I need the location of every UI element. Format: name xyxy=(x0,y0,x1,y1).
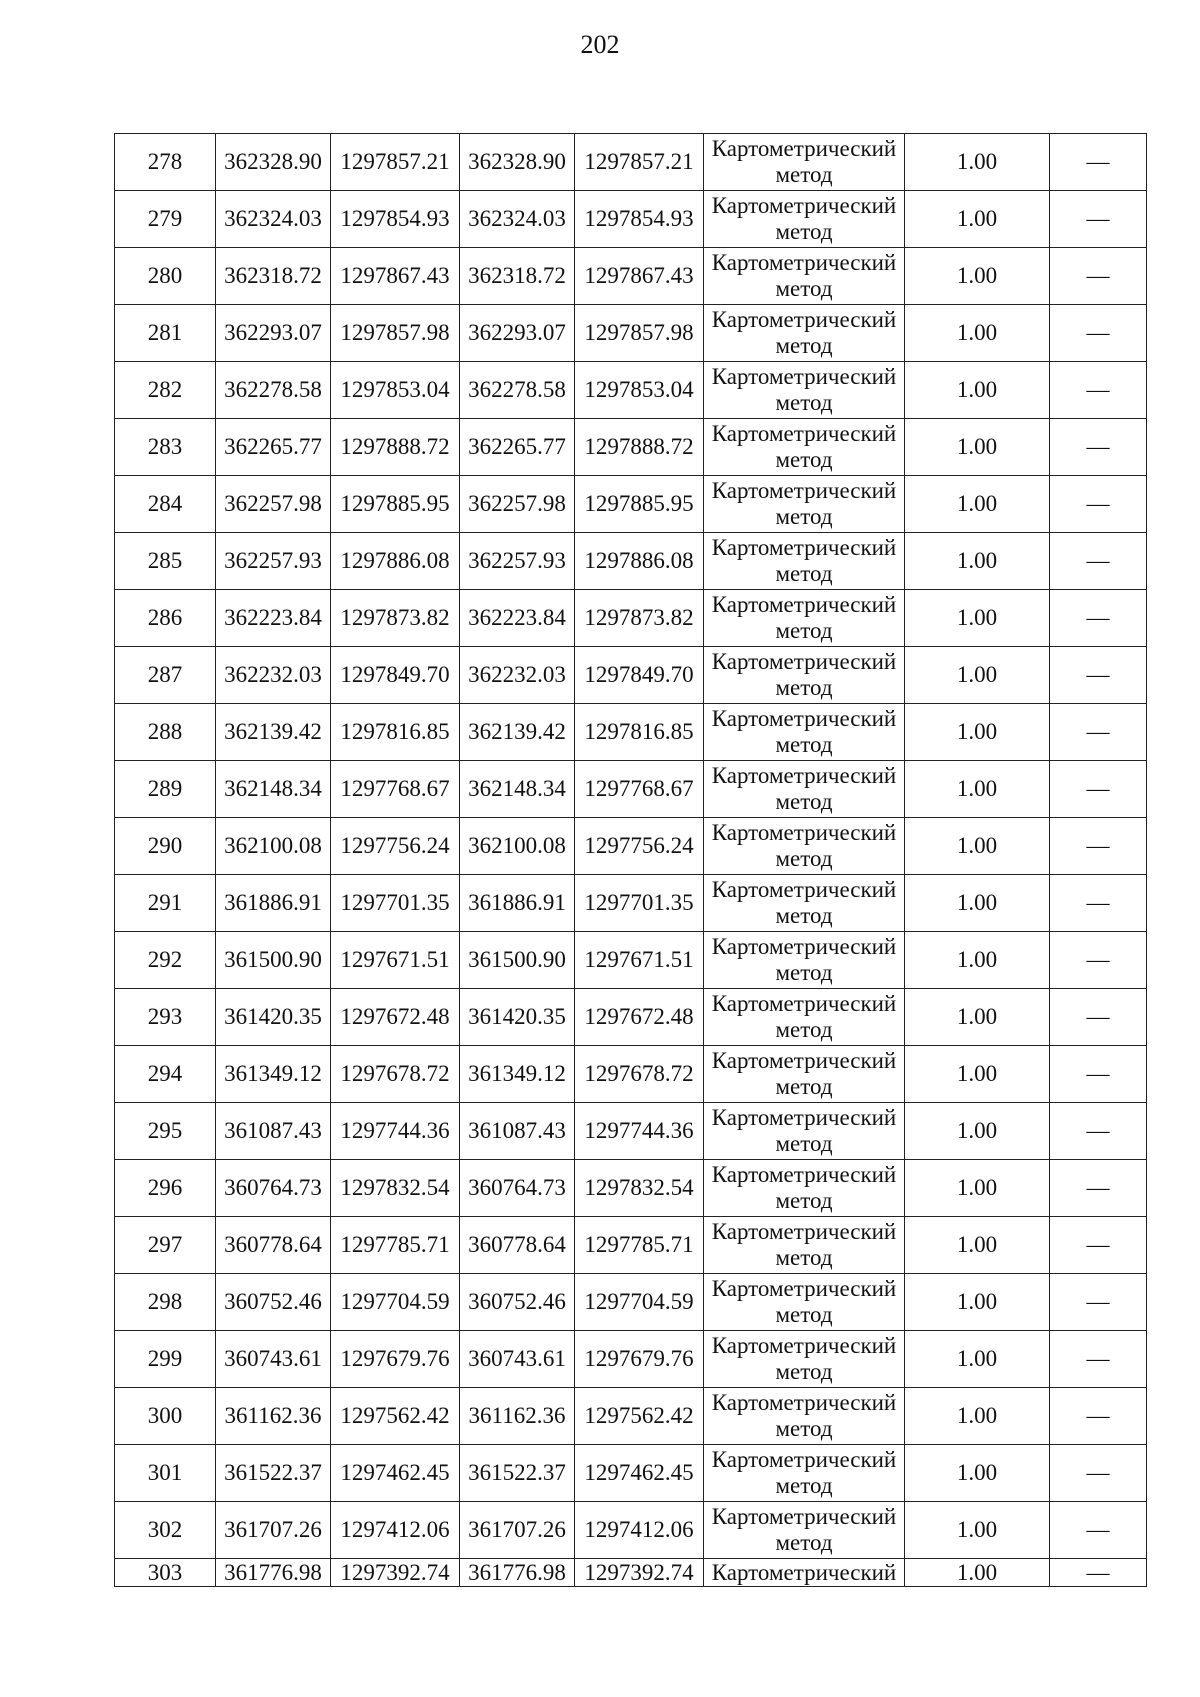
table-row xyxy=(115,1559,1147,1587)
method-line-1: Картометрический xyxy=(711,877,897,902)
y-coordinate-cell: 1297853.04 xyxy=(331,362,460,419)
y-coordinate-cell: 1297832.54 xyxy=(331,1160,460,1217)
method-line-1: Картометрический xyxy=(711,763,897,788)
table-row xyxy=(115,419,1147,476)
x-coordinate-cell: 360764.73 xyxy=(216,1160,331,1217)
x-coordinate-2-cell: 361500.90 xyxy=(460,932,575,989)
method-cell xyxy=(704,1502,905,1559)
accuracy-cell: 1.00 xyxy=(905,533,1050,590)
point-number-cell: 296 xyxy=(115,1160,216,1217)
method-line-2: метод xyxy=(775,504,833,529)
method-line-1: Картометрический xyxy=(711,1504,897,1529)
description-cell: — xyxy=(1050,1274,1147,1331)
method-cell xyxy=(704,989,905,1046)
point-number-cell: 301 xyxy=(115,1445,216,1502)
point-number-cell: 286 xyxy=(115,590,216,647)
method-line-1: Картометрический xyxy=(711,478,897,503)
accuracy-cell: 1.00 xyxy=(905,1388,1050,1445)
x-coordinate-2-cell: 362265.77 xyxy=(460,419,575,476)
accuracy-cell: 1.00 xyxy=(905,191,1050,248)
description-cell: — xyxy=(1050,761,1147,818)
x-coordinate-cell: 361776.98 xyxy=(216,1559,331,1587)
point-number-cell: 297 xyxy=(115,1217,216,1274)
method-line-1: Картометрический xyxy=(711,1276,897,1301)
point-number-cell: 288 xyxy=(115,704,216,761)
y-coordinate-cell: 1297873.82 xyxy=(331,590,460,647)
x-coordinate-cell: 361420.35 xyxy=(216,989,331,1046)
accuracy-cell: 1.00 xyxy=(905,1160,1050,1217)
table-row xyxy=(115,875,1147,932)
y-coordinate-2-cell: 1297671.51 xyxy=(575,932,704,989)
y-coordinate-2-cell: 1297849.70 xyxy=(575,647,704,704)
point-number-cell: 279 xyxy=(115,191,216,248)
description-cell: — xyxy=(1050,704,1147,761)
method-cell xyxy=(704,932,905,989)
y-coordinate-2-cell: 1297785.71 xyxy=(575,1217,704,1274)
point-number-cell: 280 xyxy=(115,248,216,305)
description-cell: — xyxy=(1050,134,1147,191)
y-coordinate-2-cell: 1297853.04 xyxy=(575,362,704,419)
point-number-cell: 283 xyxy=(115,419,216,476)
y-coordinate-cell: 1297857.98 xyxy=(331,305,460,362)
x-coordinate-cell: 362223.84 xyxy=(216,590,331,647)
x-coordinate-2-cell: 360743.61 xyxy=(460,1331,575,1388)
y-coordinate-cell: 1297562.42 xyxy=(331,1388,460,1445)
description-cell: — xyxy=(1050,1559,1147,1587)
x-coordinate-2-cell: 362328.90 xyxy=(460,134,575,191)
x-coordinate-2-cell: 362232.03 xyxy=(460,647,575,704)
method-cell xyxy=(704,533,905,590)
y-coordinate-2-cell: 1297678.72 xyxy=(575,1046,704,1103)
x-coordinate-cell: 362293.07 xyxy=(216,305,331,362)
point-number-cell: 284 xyxy=(115,476,216,533)
method-line-1: Картометрический xyxy=(711,535,897,560)
x-coordinate-2-cell: 362318.72 xyxy=(460,248,575,305)
table-row xyxy=(115,1445,1147,1502)
y-coordinate-cell: 1297671.51 xyxy=(331,932,460,989)
method-cell xyxy=(704,1274,905,1331)
description-cell: — xyxy=(1050,1388,1147,1445)
method-line-2: метод xyxy=(775,618,833,643)
description-cell: — xyxy=(1050,932,1147,989)
table-row xyxy=(115,1331,1147,1388)
method-line-1: Картометрический xyxy=(711,934,897,959)
accuracy-cell: 1.00 xyxy=(905,1559,1050,1587)
y-coordinate-2-cell: 1297462.45 xyxy=(575,1445,704,1502)
y-coordinate-cell: 1297885.95 xyxy=(331,476,460,533)
y-coordinate-2-cell: 1297672.48 xyxy=(575,989,704,1046)
method-cell xyxy=(704,590,905,647)
x-coordinate-2-cell: 362324.03 xyxy=(460,191,575,248)
method-line-2: метод xyxy=(775,789,833,814)
accuracy-cell: 1.00 xyxy=(905,1502,1050,1559)
x-coordinate-cell: 361522.37 xyxy=(216,1445,331,1502)
method-line-1: Картометрический xyxy=(711,1447,897,1472)
y-coordinate-2-cell: 1297562.42 xyxy=(575,1388,704,1445)
x-coordinate-2-cell: 361349.12 xyxy=(460,1046,575,1103)
x-coordinate-cell: 362232.03 xyxy=(216,647,331,704)
accuracy-cell: 1.00 xyxy=(905,248,1050,305)
table-row xyxy=(115,533,1147,590)
point-number-cell: 303 xyxy=(115,1559,216,1587)
method-line-2: метод xyxy=(775,1245,833,1270)
method-cell xyxy=(704,1445,905,1502)
method-line-1: Картометрический xyxy=(711,991,897,1016)
method-line-1: Картометрический xyxy=(711,649,897,674)
point-number-cell: 300 xyxy=(115,1388,216,1445)
method-line-2: метод xyxy=(775,1473,833,1498)
description-cell: — xyxy=(1050,476,1147,533)
point-number-cell: 291 xyxy=(115,875,216,932)
accuracy-cell: 1.00 xyxy=(905,590,1050,647)
x-coordinate-cell: 362139.42 xyxy=(216,704,331,761)
table-row xyxy=(115,1502,1147,1559)
method-cell xyxy=(704,191,905,248)
y-coordinate-2-cell: 1297886.08 xyxy=(575,533,704,590)
description-cell: — xyxy=(1050,305,1147,362)
table-row xyxy=(115,1274,1147,1331)
point-number-cell: 293 xyxy=(115,989,216,1046)
x-coordinate-2-cell: 362223.84 xyxy=(460,590,575,647)
accuracy-cell: 1.00 xyxy=(905,1445,1050,1502)
method-cell xyxy=(704,1331,905,1388)
table-row xyxy=(115,362,1147,419)
y-coordinate-cell: 1297678.72 xyxy=(331,1046,460,1103)
x-coordinate-cell: 360743.61 xyxy=(216,1331,331,1388)
method-cell xyxy=(704,1388,905,1445)
method-cell xyxy=(704,818,905,875)
y-coordinate-cell: 1297886.08 xyxy=(331,533,460,590)
table-row xyxy=(115,1388,1147,1445)
accuracy-cell: 1.00 xyxy=(905,989,1050,1046)
method-line-1: Картометрический xyxy=(711,706,897,731)
y-coordinate-cell: 1297701.35 xyxy=(331,875,460,932)
method-cell xyxy=(704,761,905,818)
point-number-cell: 282 xyxy=(115,362,216,419)
y-coordinate-cell: 1297849.70 xyxy=(331,647,460,704)
method-cell xyxy=(704,419,905,476)
x-coordinate-cell: 362318.72 xyxy=(216,248,331,305)
y-coordinate-cell: 1297744.36 xyxy=(331,1103,460,1160)
method-line-2: метод xyxy=(775,333,833,358)
method-line-1: Картометрический xyxy=(711,421,897,446)
x-coordinate-cell: 362100.08 xyxy=(216,818,331,875)
method-cell xyxy=(704,1046,905,1103)
accuracy-cell: 1.00 xyxy=(905,932,1050,989)
method-cell xyxy=(704,1559,905,1587)
point-number-cell: 298 xyxy=(115,1274,216,1331)
table-row xyxy=(115,761,1147,818)
method-line-2: метод xyxy=(775,1017,833,1042)
method-line-2: метод xyxy=(775,1359,833,1384)
table-row xyxy=(115,305,1147,362)
x-coordinate-2-cell: 361707.26 xyxy=(460,1502,575,1559)
table-row xyxy=(115,1217,1147,1274)
accuracy-cell: 1.00 xyxy=(905,419,1050,476)
table-row xyxy=(115,248,1147,305)
method-line-2: метод xyxy=(775,960,833,985)
y-coordinate-cell: 1297867.43 xyxy=(331,248,460,305)
point-number-cell: 290 xyxy=(115,818,216,875)
x-coordinate-cell: 360752.46 xyxy=(216,1274,331,1331)
description-cell: — xyxy=(1050,248,1147,305)
table-row xyxy=(115,818,1147,875)
description-cell: — xyxy=(1050,1502,1147,1559)
y-coordinate-2-cell: 1297854.93 xyxy=(575,191,704,248)
method-line-2: метод xyxy=(775,219,833,244)
y-coordinate-cell: 1297816.85 xyxy=(331,704,460,761)
method-line-1: Картометрический xyxy=(711,136,897,161)
x-coordinate-2-cell: 360752.46 xyxy=(460,1274,575,1331)
x-coordinate-2-cell: 360764.73 xyxy=(460,1160,575,1217)
x-coordinate-cell: 361707.26 xyxy=(216,1502,331,1559)
x-coordinate-cell: 362257.93 xyxy=(216,533,331,590)
method-line-1: Картометрический xyxy=(711,1162,897,1187)
description-cell: — xyxy=(1050,818,1147,875)
method-line-2: метод xyxy=(775,846,833,871)
x-coordinate-2-cell: 362278.58 xyxy=(460,362,575,419)
x-coordinate-2-cell: 362257.93 xyxy=(460,533,575,590)
y-coordinate-2-cell: 1297885.95 xyxy=(575,476,704,533)
table-row xyxy=(115,134,1147,191)
description-cell: — xyxy=(1050,191,1147,248)
method-cell xyxy=(704,476,905,533)
method-cell xyxy=(704,305,905,362)
y-coordinate-2-cell: 1297744.36 xyxy=(575,1103,704,1160)
table-row xyxy=(115,932,1147,989)
point-number-cell: 281 xyxy=(115,305,216,362)
x-coordinate-2-cell: 362100.08 xyxy=(460,818,575,875)
y-coordinate-2-cell: 1297888.72 xyxy=(575,419,704,476)
description-cell: — xyxy=(1050,1331,1147,1388)
accuracy-cell: 1.00 xyxy=(905,761,1050,818)
x-coordinate-cell: 362148.34 xyxy=(216,761,331,818)
point-number-cell: 287 xyxy=(115,647,216,704)
y-coordinate-cell: 1297785.71 xyxy=(331,1217,460,1274)
point-number-cell: 289 xyxy=(115,761,216,818)
description-cell: — xyxy=(1050,1445,1147,1502)
method-line-2: метод xyxy=(775,903,833,928)
description-cell: — xyxy=(1050,989,1147,1046)
method-line-2: метод xyxy=(775,1530,833,1555)
y-coordinate-2-cell: 1297832.54 xyxy=(575,1160,704,1217)
accuracy-cell: 1.00 xyxy=(905,1274,1050,1331)
accuracy-cell: 1.00 xyxy=(905,305,1050,362)
accuracy-cell: 1.00 xyxy=(905,1103,1050,1160)
method-line-2: метод xyxy=(775,1188,833,1213)
x-coordinate-cell: 362257.98 xyxy=(216,476,331,533)
accuracy-cell: 1.00 xyxy=(905,875,1050,932)
point-number-cell: 292 xyxy=(115,932,216,989)
method-cell xyxy=(704,647,905,704)
method-cell xyxy=(704,248,905,305)
x-coordinate-cell: 362328.90 xyxy=(216,134,331,191)
method-line-1: Картометрический xyxy=(711,1333,897,1358)
x-coordinate-2-cell: 362139.42 xyxy=(460,704,575,761)
y-coordinate-2-cell: 1297857.98 xyxy=(575,305,704,362)
method-line-2: метод xyxy=(775,390,833,415)
method-cell xyxy=(704,1217,905,1274)
x-coordinate-2-cell: 361776.98 xyxy=(460,1559,575,1587)
method-line-2: метод xyxy=(775,447,833,472)
y-coordinate-cell: 1297679.76 xyxy=(331,1331,460,1388)
y-coordinate-cell: 1297704.59 xyxy=(331,1274,460,1331)
description-cell: — xyxy=(1050,1160,1147,1217)
y-coordinate-2-cell: 1297412.06 xyxy=(575,1502,704,1559)
method-line-1: Картометрический xyxy=(711,307,897,332)
y-coordinate-2-cell: 1297857.21 xyxy=(575,134,704,191)
description-cell: — xyxy=(1050,1217,1147,1274)
description-cell: — xyxy=(1050,875,1147,932)
x-coordinate-cell: 361087.43 xyxy=(216,1103,331,1160)
table-row xyxy=(115,1160,1147,1217)
y-coordinate-cell: 1297857.21 xyxy=(331,134,460,191)
y-coordinate-cell: 1297854.93 xyxy=(331,191,460,248)
y-coordinate-2-cell: 1297701.35 xyxy=(575,875,704,932)
accuracy-cell: 1.00 xyxy=(905,476,1050,533)
description-cell: — xyxy=(1050,590,1147,647)
table-row xyxy=(115,989,1147,1046)
x-coordinate-cell: 360778.64 xyxy=(216,1217,331,1274)
table-row xyxy=(115,1046,1147,1103)
y-coordinate-2-cell: 1297756.24 xyxy=(575,818,704,875)
method-line-2: метод xyxy=(775,1131,833,1156)
y-coordinate-2-cell: 1297873.82 xyxy=(575,590,704,647)
y-coordinate-cell: 1297672.48 xyxy=(331,989,460,1046)
method-line-2: метод xyxy=(775,1416,833,1441)
method-line-1: Картометрический xyxy=(711,1390,897,1415)
method-line-1: Картометрический xyxy=(711,1105,897,1130)
accuracy-cell: 1.00 xyxy=(905,1331,1050,1388)
method-line-2: метод xyxy=(775,675,833,700)
method-cell xyxy=(704,875,905,932)
x-coordinate-cell: 361500.90 xyxy=(216,932,331,989)
accuracy-cell: 1.00 xyxy=(905,1046,1050,1103)
x-coordinate-2-cell: 361087.43 xyxy=(460,1103,575,1160)
description-cell: — xyxy=(1050,647,1147,704)
table-row xyxy=(115,704,1147,761)
table-row xyxy=(115,476,1147,533)
description-cell: — xyxy=(1050,1103,1147,1160)
point-number-cell: 299 xyxy=(115,1331,216,1388)
y-coordinate-2-cell: 1297704.59 xyxy=(575,1274,704,1331)
y-coordinate-2-cell: 1297679.76 xyxy=(575,1331,704,1388)
x-coordinate-cell: 361162.36 xyxy=(216,1388,331,1445)
point-number-cell: 285 xyxy=(115,533,216,590)
accuracy-cell: 1.00 xyxy=(905,362,1050,419)
y-coordinate-2-cell: 1297867.43 xyxy=(575,248,704,305)
accuracy-cell: 1.00 xyxy=(905,818,1050,875)
coordinates-table xyxy=(114,133,1147,1587)
y-coordinate-cell: 1297768.67 xyxy=(331,761,460,818)
x-coordinate-cell: 362324.03 xyxy=(216,191,331,248)
method-line-2: метод xyxy=(775,276,833,301)
accuracy-cell: 1.00 xyxy=(905,647,1050,704)
x-coordinate-cell: 362265.77 xyxy=(216,419,331,476)
method-line-1: Картометрический xyxy=(711,250,897,275)
method-line-2: метод xyxy=(775,162,833,187)
method-line-2: метод xyxy=(775,1302,833,1327)
y-coordinate-2-cell: 1297768.67 xyxy=(575,761,704,818)
method-line-2: метод xyxy=(775,561,833,586)
point-number-cell: 294 xyxy=(115,1046,216,1103)
x-coordinate-2-cell: 361420.35 xyxy=(460,989,575,1046)
method-line-1: Картометрический xyxy=(711,193,897,218)
y-coordinate-cell: 1297392.74 xyxy=(331,1559,460,1587)
x-coordinate-2-cell: 362257.98 xyxy=(460,476,575,533)
accuracy-cell: 1.00 xyxy=(905,134,1050,191)
y-coordinate-cell: 1297888.72 xyxy=(331,419,460,476)
method-line-1: Картометрический xyxy=(711,1559,897,1585)
y-coordinate-cell: 1297756.24 xyxy=(331,818,460,875)
point-number-cell: 278 xyxy=(115,134,216,191)
coordinates-table-body xyxy=(115,134,1147,1587)
x-coordinate-2-cell: 361162.36 xyxy=(460,1388,575,1445)
table-row xyxy=(115,1103,1147,1160)
y-coordinate-2-cell: 1297392.74 xyxy=(575,1559,704,1587)
point-number-cell: 295 xyxy=(115,1103,216,1160)
x-coordinate-cell: 361886.91 xyxy=(216,875,331,932)
y-coordinate-cell: 1297412.06 xyxy=(331,1502,460,1559)
y-coordinate-2-cell: 1297816.85 xyxy=(575,704,704,761)
x-coordinate-2-cell: 361886.91 xyxy=(460,875,575,932)
method-line-1: Картометрический xyxy=(711,820,897,845)
y-coordinate-cell: 1297462.45 xyxy=(331,1445,460,1502)
description-cell: — xyxy=(1050,1046,1147,1103)
table-row xyxy=(115,590,1147,647)
method-line-2: метод xyxy=(775,732,833,757)
accuracy-cell: 1.00 xyxy=(905,704,1050,761)
accuracy-cell: 1.00 xyxy=(905,1217,1050,1274)
page-number: 202 xyxy=(580,30,620,59)
method-cell xyxy=(704,704,905,761)
point-number-cell: 302 xyxy=(115,1502,216,1559)
table-row xyxy=(115,647,1147,704)
description-cell: — xyxy=(1050,362,1147,419)
method-line-1: Картометрический xyxy=(711,364,897,389)
x-coordinate-2-cell: 360778.64 xyxy=(460,1217,575,1274)
table-row xyxy=(115,191,1147,248)
method-cell xyxy=(704,362,905,419)
method-line-1: Картометрический xyxy=(711,1048,897,1073)
x-coordinate-cell: 361349.12 xyxy=(216,1046,331,1103)
x-coordinate-2-cell: 362148.34 xyxy=(460,761,575,818)
method-line-1: Картометрический xyxy=(711,592,897,617)
method-cell xyxy=(704,1160,905,1217)
x-coordinate-2-cell: 362293.07 xyxy=(460,305,575,362)
method-cell xyxy=(704,134,905,191)
method-line-1: Картометрический xyxy=(711,1219,897,1244)
description-cell: — xyxy=(1050,533,1147,590)
method-line-2: метод xyxy=(775,1074,833,1099)
x-coordinate-cell: 362278.58 xyxy=(216,362,331,419)
method-cell xyxy=(704,1103,905,1160)
description-cell: — xyxy=(1050,419,1147,476)
x-coordinate-2-cell: 361522.37 xyxy=(460,1445,575,1502)
